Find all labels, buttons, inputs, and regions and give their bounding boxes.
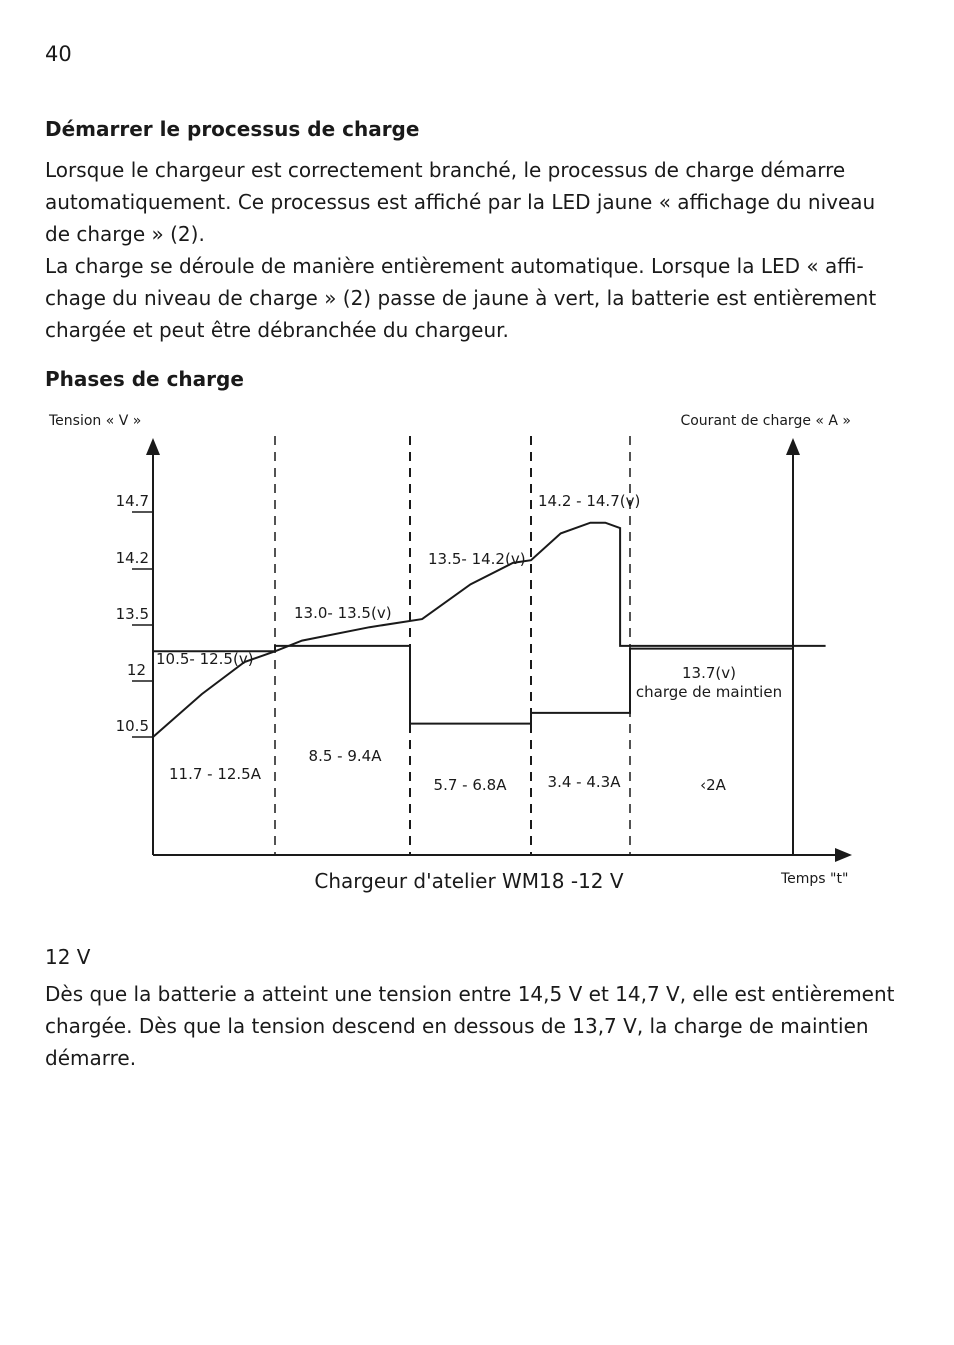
paragraph-start-charging bbox=[45, 154, 875, 250]
page-number: 40 bbox=[45, 42, 72, 66]
phase-5-current-label: ‹2A bbox=[700, 776, 726, 794]
phase-5-voltage-label: 13.7(v) bbox=[682, 664, 736, 682]
phase-3-current-label: 5.7 - 6.8A bbox=[433, 776, 507, 794]
y-tick-label: 12 bbox=[126, 661, 146, 679]
text-line: démarre. bbox=[45, 1046, 137, 1070]
phase-2-voltage-label: 13.0- 13.5(v) bbox=[294, 604, 392, 622]
phase-3-voltage-label: 13.5- 14.2(v) bbox=[428, 550, 526, 568]
time-axis-label: Temps "t" bbox=[781, 871, 849, 887]
y-ticks bbox=[116, 492, 153, 737]
text-line: Lorsque le chargeur est correctement branché, le processus de charge démarre bbox=[45, 158, 846, 182]
text-line: Dès que la batterie a atteint une tension entre 14,5 V et 14,7 V, elle est entièrement bbox=[45, 982, 895, 1006]
chart-title: Chargeur d'atelier WM18 -12 V bbox=[314, 869, 624, 893]
y-tick-label: 14.2 bbox=[115, 549, 149, 567]
section-heading-start-charging: Démarrer le processus de charge bbox=[45, 117, 420, 141]
text-line: La charge se déroule de manière entièrement automatique. Lorsque la LED « affi- bbox=[45, 254, 864, 278]
paragraph-automatic-charging bbox=[45, 250, 875, 346]
phase-1-current-label: 11.7 - 12.5A bbox=[168, 765, 262, 783]
right-axis-arrow-icon bbox=[786, 438, 800, 455]
paragraph-full-charge bbox=[45, 978, 895, 1074]
voltage-label-12v: 12 V bbox=[45, 945, 91, 969]
text-line: de charge » (2). bbox=[45, 222, 205, 246]
text-line: chage du niveau de charge » (2) passe de jaune à vert, la batterie est entièrement bbox=[45, 286, 877, 310]
right-axis-label: Courant de charge « A » bbox=[680, 413, 851, 429]
time-axis-arrow-icon bbox=[835, 848, 852, 862]
left-axis-arrow-icon bbox=[146, 438, 160, 455]
phase-4-voltage-label: 14.2 - 14.7(v) bbox=[538, 492, 641, 510]
text-line: chargée et peut être débranchée du chargeur. bbox=[45, 318, 509, 342]
y-tick-label: 14.7 bbox=[115, 492, 149, 510]
phase-5-voltage-sublabel: charge de maintien bbox=[635, 683, 783, 701]
y-tick-label: 13.5 bbox=[115, 605, 149, 623]
charge-phases-chart bbox=[0, 400, 954, 900]
phase-1-voltage-label: 10.5- 12.5(v) bbox=[156, 650, 254, 668]
phase-2-current-label: 8.5 - 9.4A bbox=[308, 747, 382, 765]
phase-4-current-label: 3.4 - 4.3A bbox=[547, 773, 621, 791]
section-heading-charge-phases: Phases de charge bbox=[45, 367, 244, 391]
text-line: chargée. Dès que la tension descend en dessous de 13,7 V, la charge de maintien bbox=[45, 1014, 869, 1038]
text-line: automatiquement. Ce processus est affiché par la LED jaune « affichage du niveau bbox=[45, 190, 876, 214]
left-axis-label: Tension « V » bbox=[49, 413, 142, 429]
y-tick-label: 10.5 bbox=[115, 717, 149, 735]
